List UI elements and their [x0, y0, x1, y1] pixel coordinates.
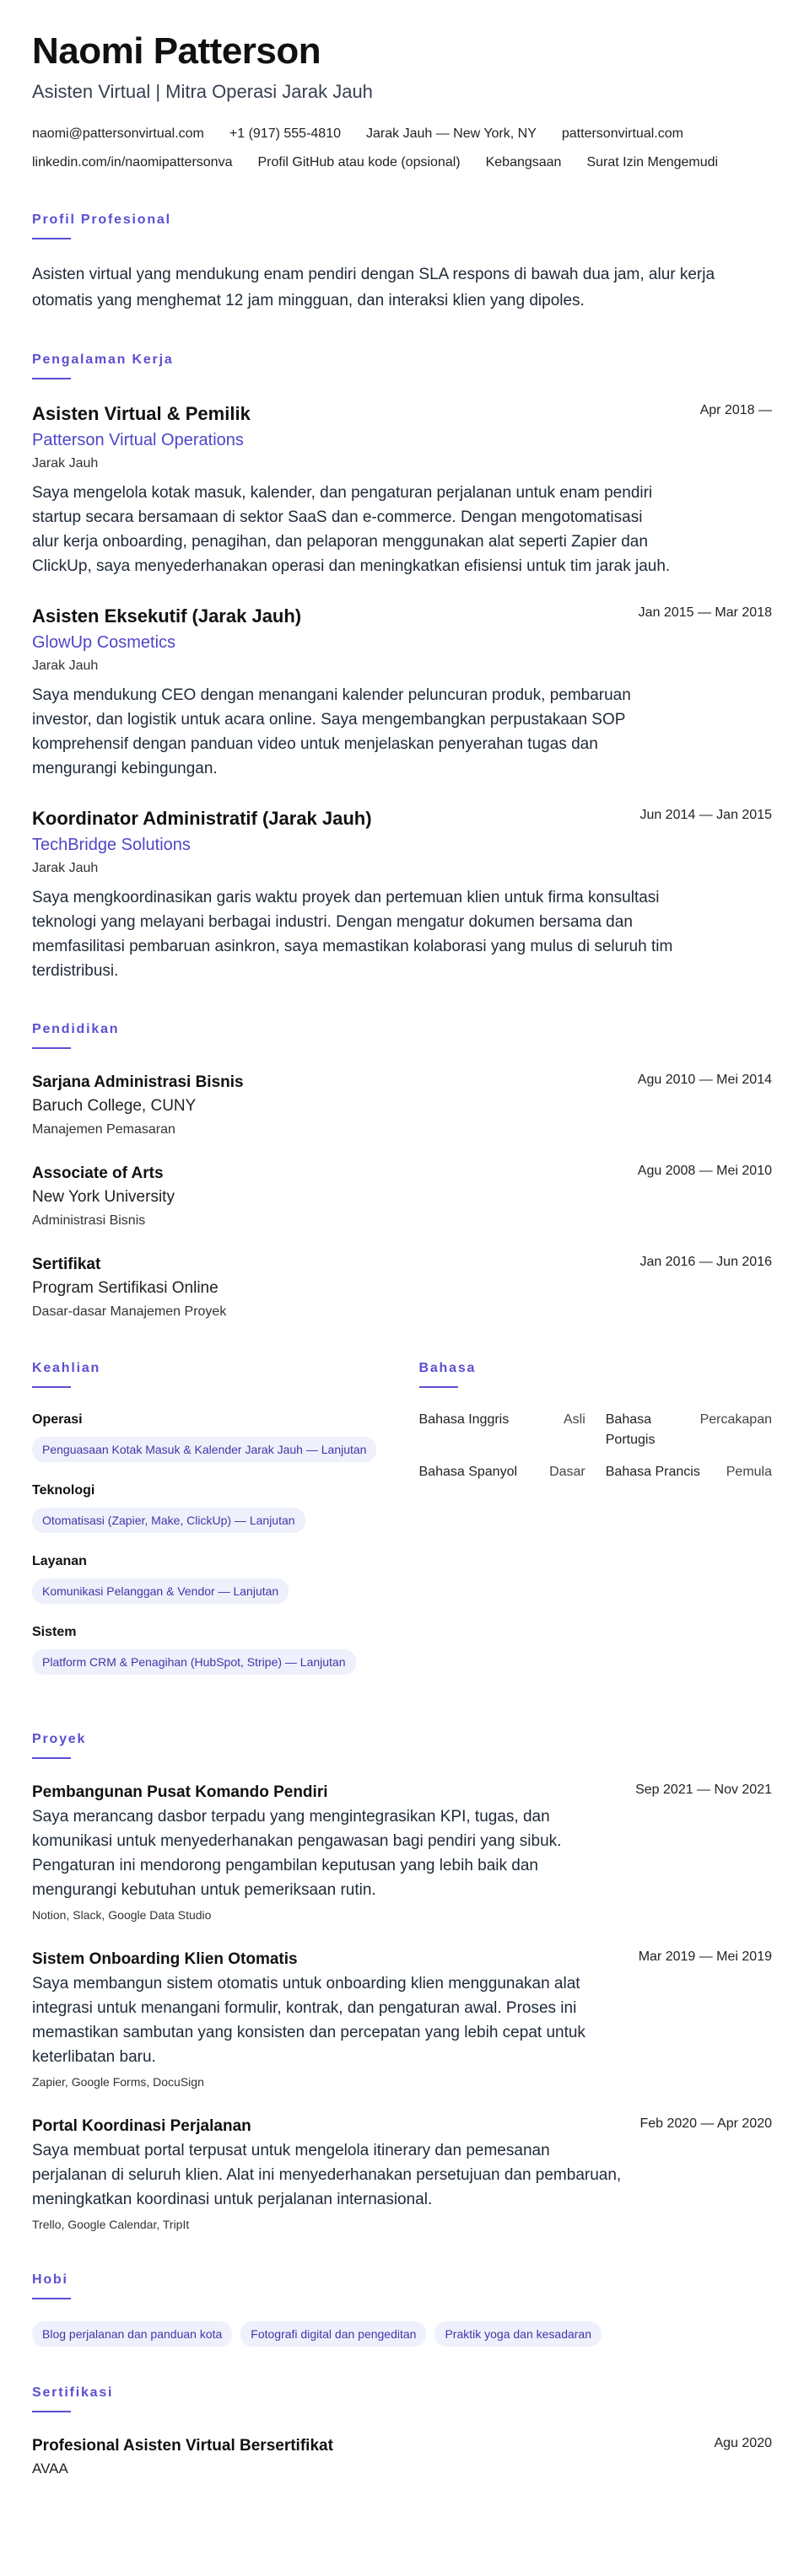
- skills-languages-row: [32, 1359, 772, 1693]
- section-title-experience: Pengalaman Kerja: [32, 352, 174, 367]
- experience-company: Patterson Virtual Operations: [32, 431, 244, 449]
- project-description: Saya membuat portal terpusat untuk mengelola itinerary dan pemesanan perjalanan di seluruh klien. Alat ini menyederhanakan persetujuan dan pembaruan, meningkatkan koordinasi untuk perjalanan internasional.: [32, 2142, 622, 2208]
- education-degree: Sarjana Administrasi Bisnis: [32, 1073, 244, 1091]
- education-date: Agu 2010 — Mei 2014: [637, 1073, 772, 1087]
- language-level: Percakapan: [699, 1412, 772, 1427]
- section-divider: [32, 378, 71, 379]
- experience-role: Asisten Virtual & Pemilik: [32, 403, 251, 424]
- languages-section: [419, 1359, 773, 1693]
- language-level: Asli: [563, 1412, 585, 1427]
- project-date: Mar 2019 — Mei 2019: [638, 1949, 772, 1964]
- candidate-headline: Asisten Virtual | Mitra Operasi Jarak Jauh: [32, 81, 373, 102]
- section-title-projects: Proyek: [32, 1732, 87, 1746]
- language-item: [606, 1462, 772, 1482]
- skill-group: [32, 1622, 386, 1675]
- education-school: Program Sertifikasi Online: [32, 1279, 219, 1297]
- contact-nationality: Kebangsaan: [485, 155, 562, 169]
- experience-location: Jarak Jauh: [32, 861, 99, 875]
- education-field: Manajemen Pemasaran: [32, 1122, 175, 1137]
- project-name: Pembangunan Pusat Komando Pendiri: [32, 1783, 328, 1801]
- language-grid: [419, 1410, 773, 1482]
- language-item: [419, 1410, 585, 1450]
- skill-chip: Otomatisasi (Zapier, Make, ClickUp) — Lanjutan: [32, 1508, 305, 1533]
- skill-category: Operasi: [32, 1412, 83, 1427]
- experience-date: Jun 2014 — Jan 2015: [639, 808, 772, 822]
- language-level: Dasar: [549, 1465, 585, 1479]
- experience-date: Apr 2018 —: [699, 403, 772, 417]
- section-title-languages: Bahasa: [418, 1361, 477, 1375]
- skill-group: [32, 1410, 386, 1462]
- language-name: Bahasa Inggris: [418, 1412, 510, 1427]
- language-name: Bahasa Portugis: [605, 1412, 656, 1447]
- contact-phone[interactable]: +1 (917) 555-4810: [229, 126, 341, 141]
- skill-chip: Penguasaan Kotak Masuk & Kalender Jarak Jauh — Lanjutan: [32, 1437, 376, 1462]
- project-entry: [32, 2115, 772, 2234]
- certification-issuer: AVAA: [32, 2460, 68, 2477]
- education-entry: [32, 1071, 772, 1140]
- project-tools: Trello, Google Calendar, TripIt: [32, 2218, 190, 2231]
- project-tools: Notion, Slack, Google Data Studio: [32, 1908, 212, 1922]
- certification-name: Profesional Asisten Virtual Bersertifikat: [32, 2437, 333, 2455]
- education-school: New York University: [32, 1188, 175, 1206]
- experience-entry: [32, 604, 772, 781]
- education-degree: Associate of Arts: [32, 1164, 164, 1182]
- section-divider: [32, 2411, 71, 2412]
- language-item: [419, 1462, 585, 1482]
- certifications-section: [32, 2384, 772, 2480]
- section-title-profile: Profil Profesional: [32, 212, 171, 227]
- projects-section: [32, 1730, 772, 2234]
- section-divider: [32, 1757, 71, 1759]
- project-date: Feb 2020 — Apr 2020: [639, 2116, 772, 2131]
- hobby-chip: Fotografi digital dan pengeditan: [240, 2321, 426, 2347]
- education-degree: Sertifikat: [32, 1256, 101, 1273]
- certification-entry: [32, 2434, 772, 2480]
- contact-website[interactable]: pattersonvirtual.com: [561, 126, 683, 141]
- hobby-list: [32, 2321, 772, 2347]
- contact-github[interactable]: Profil GitHub atau kode (opsional): [257, 155, 461, 169]
- experience-role: Koordinator Administratif (Jarak Jauh): [32, 808, 372, 829]
- skill-group: [32, 1552, 386, 1604]
- profile-summary: Asisten virtual yang mendukung enam pendiri dengan SLA respons di bawah dua jam, alur kerja otomatis yang menghemat 12 jam mingguan, dan interaksi klien yang dipoles.: [32, 266, 715, 309]
- skill-chip: Komunikasi Pelanggan & Vendor — Lanjutan: [32, 1578, 289, 1604]
- education-date: Agu 2008 — Mei 2010: [637, 1164, 772, 1178]
- skill-group: [32, 1481, 386, 1533]
- resume-header: [32, 27, 772, 174]
- contact-drivers-license: Surat Izin Mengemudi: [586, 155, 719, 169]
- skill-category: Sistem: [32, 1625, 77, 1639]
- project-entry: [32, 1948, 772, 2091]
- experience-company: GlowUp Cosmetics: [32, 633, 176, 652]
- skill-chip: Platform CRM & Penagihan (HubSpot, Stripe) — Lanjutan: [32, 1649, 356, 1675]
- education-date: Jan 2016 — Jun 2016: [639, 1255, 772, 1269]
- contact-list: [32, 123, 772, 174]
- experience-location: Jarak Jauh: [32, 456, 99, 471]
- contact-linkedin[interactable]: linkedin.com/in/naomipattersonva: [32, 155, 233, 169]
- section-divider: [32, 238, 71, 239]
- contact-location: Jarak Jauh — New York, NY: [366, 126, 537, 141]
- education-field: Dasar-dasar Manajemen Proyek: [32, 1304, 227, 1319]
- skill-category: Teknologi: [32, 1483, 95, 1498]
- section-title-skills: Keahlian: [32, 1361, 101, 1375]
- experience-entry: [32, 806, 772, 983]
- skill-category: Layanan: [32, 1554, 87, 1568]
- experience-location: Jarak Jauh: [32, 659, 99, 673]
- education-field: Administrasi Bisnis: [32, 1213, 146, 1228]
- education-school: Baruch College, CUNY: [32, 1097, 197, 1115]
- candidate-name: Naomi Patterson: [32, 30, 321, 72]
- project-tools: Zapier, Google Forms, DocuSign: [32, 2075, 204, 2089]
- section-divider: [32, 2298, 71, 2299]
- education-entry: [32, 1162, 772, 1231]
- section-title-education: Pendidikan: [32, 1022, 120, 1036]
- hobby-chip: Praktik yoga dan kesadaran: [434, 2321, 602, 2347]
- hobbies-section: [32, 2271, 772, 2347]
- section-title-hobbies: Hobi: [32, 2272, 68, 2287]
- language-level: Pemula: [726, 1465, 772, 1479]
- language-item: [606, 1410, 772, 1450]
- hobby-chip: Blog perjalanan dan panduan kota: [32, 2321, 232, 2347]
- experience-section: [32, 351, 772, 983]
- project-name: Sistem Onboarding Klien Otomatis: [32, 1950, 298, 1968]
- section-title-certifications: Sertifikasi: [32, 2385, 114, 2400]
- project-description: Saya membangun sistem otomatis untuk onboarding klien menggunakan alat integrasi untuk menangani formulir, kontrak, dan pengaturan awal. Proses ini memastikan sambutan yang konsisten dan percepatan yang lebih cepat untuk keterlibatan baru.: [32, 1975, 585, 2066]
- experience-entry: [32, 401, 772, 578]
- section-divider: [32, 1386, 71, 1388]
- project-entry: [32, 1781, 772, 1924]
- education-entry: [32, 1253, 772, 1322]
- project-name: Portal Koordinasi Perjalanan: [32, 2117, 251, 2135]
- experience-description: Saya mengkoordinasikan garis waktu proyek dan pertemuan klien untuk firma konsultasi teknologi yang melayani berbagai industri. Dengan mengatur dokumen bersama dan memfasilitasi pembaruan asinkron, saya memastikan kolaborasi yang mulus di seluruh tim terdistribusi.: [32, 889, 673, 980]
- project-description: Saya merancang dasbor terpadu yang mengintegrasikan KPI, tugas, dan komunikasi untuk menyederhanakan pengawasan bagi pendiri yang sibuk. Pengaturan ini mendorong pengambilan keputusan yang lebih baik dan mengurangi kebutuhan untuk pemeriksaan rutin.: [32, 1808, 562, 1899]
- language-name: Bahasa Spanyol: [418, 1465, 518, 1479]
- section-divider: [32, 1047, 71, 1049]
- experience-role: Asisten Eksekutif (Jarak Jauh): [32, 605, 302, 627]
- education-section: [32, 1020, 772, 1322]
- section-divider: [419, 1386, 458, 1388]
- skills-section: [32, 1359, 386, 1693]
- certification-date: Agu 2020: [714, 2436, 772, 2450]
- experience-description: Saya mendukung CEO dengan menangani kalender peluncuran produk, pembaruan investor, dan logistik untuk acara online. Saya mengembangkan perpustakaan SOP komprehensif dengan panduan video untuk menjelaskan penyerahan tugas dan mengurangi kebingungan.: [32, 686, 631, 777]
- contact-email[interactable]: naomi@pattersonvirtual.com: [32, 126, 204, 141]
- profile-section: [32, 211, 772, 314]
- experience-description: Saya mengelola kotak masuk, kalender, dan pengaturan perjalanan untuk enam pendiri startup secara bersamaan di sektor SaaS dan e-commerce. Dengan mengotomatisasi alur kerja onboarding, penagihan, dan pelaporan menggunakan alat seperti Zapier dan ClickUp, saya menyederhanakan operasi dan meningkatkan efisiensi untuk tim jarak jauh.: [32, 484, 671, 575]
- language-name: Bahasa Prancis: [605, 1465, 700, 1479]
- project-date: Sep 2021 — Nov 2021: [635, 1783, 772, 1797]
- experience-date: Jan 2015 — Mar 2018: [638, 605, 772, 620]
- experience-company: TechBridge Solutions: [32, 836, 191, 854]
